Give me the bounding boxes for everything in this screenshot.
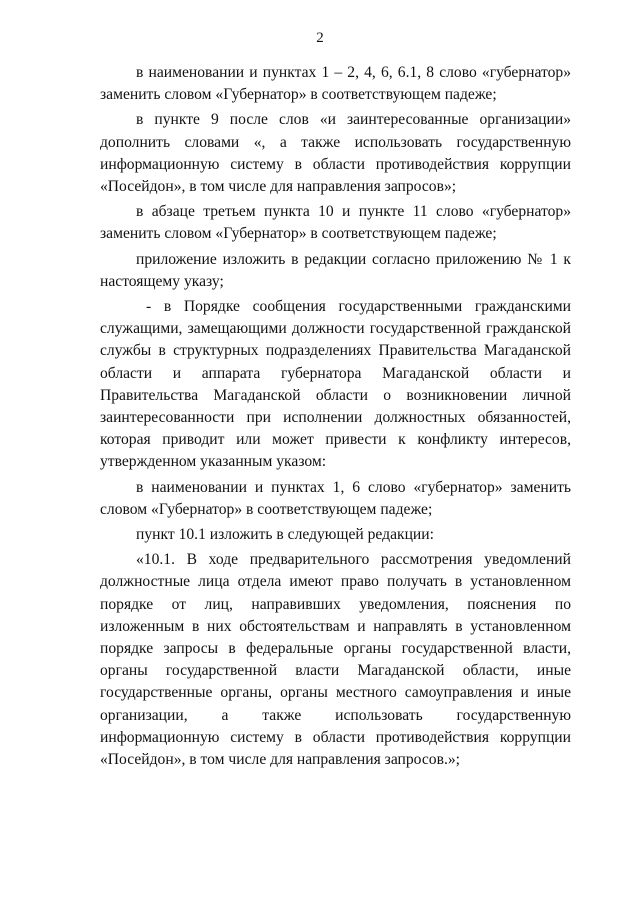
page-number: 2 (316, 30, 324, 46)
paragraph-point-10-1-text: «10.1. В ходе предварительного рассмотрения уведомлений должностные лица отдела имеют право получать в установленном порядке от лиц, направивших уведомления, пояснения по изложенным в них обстоятельствам и направлять в установленном порядке запросы в федеральные органы государственной власти, органы государственной власти Магаданской области, иные государственные органы, органы местного самоуправления и иные организации, а также использовать государственную информационную систему в области противодействия коррупции «Посейдон», в том числе для направления запросов.»; (100, 551, 571, 769)
paragraph-point-10-11-amendment: в абзаце третьем пункта 10 и пункте 11 слово «губернатор» заменить словом «Губернатор» в соответствующем падеже; (100, 203, 571, 243)
paragraph-title-amendment: в наименовании и пунктах 1 – 2, 4, 6, 6.1, 8 слово «губернатор» заменить словом «Губернатор» в соответствующем падеже; (100, 64, 571, 104)
document-body (100, 62, 571, 774)
paragraph-point-10-1-intro: пункт 10.1 изложить в следующей редакции: (136, 526, 434, 544)
paragraph-point-9-amendment: в пункте 9 после слов «и заинтересованные организации» дополнить словами «, а также использовать государственную информационную систему в области противодействия коррупции «Посейдон», в том числе для направления запросов»; (100, 111, 571, 196)
paragraph-procedure-heading: - в Порядке сообщения государственными гражданскими служащими, замещающими должности государственной гражданской службы в структурных подразделениях Правительства Магаданской области и аппарата губернатора Магаданской области и Правительства Магаданской области о возникновении личной заинтересованности при исполнении должностных обязанностей, которая приводит или может привести к конфликту интересов, утвержденном указанным указом: (100, 298, 571, 471)
paragraph-points-1-6-amendment: в наименовании и пунктах 1, 6 слово «губернатор» заменить словом «Губернатор» в соответствующем падеже; (100, 478, 571, 518)
paragraph-appendix-amendment: приложение изложить в редакции согласно приложению № 1 к настоящему указу; (100, 250, 571, 290)
